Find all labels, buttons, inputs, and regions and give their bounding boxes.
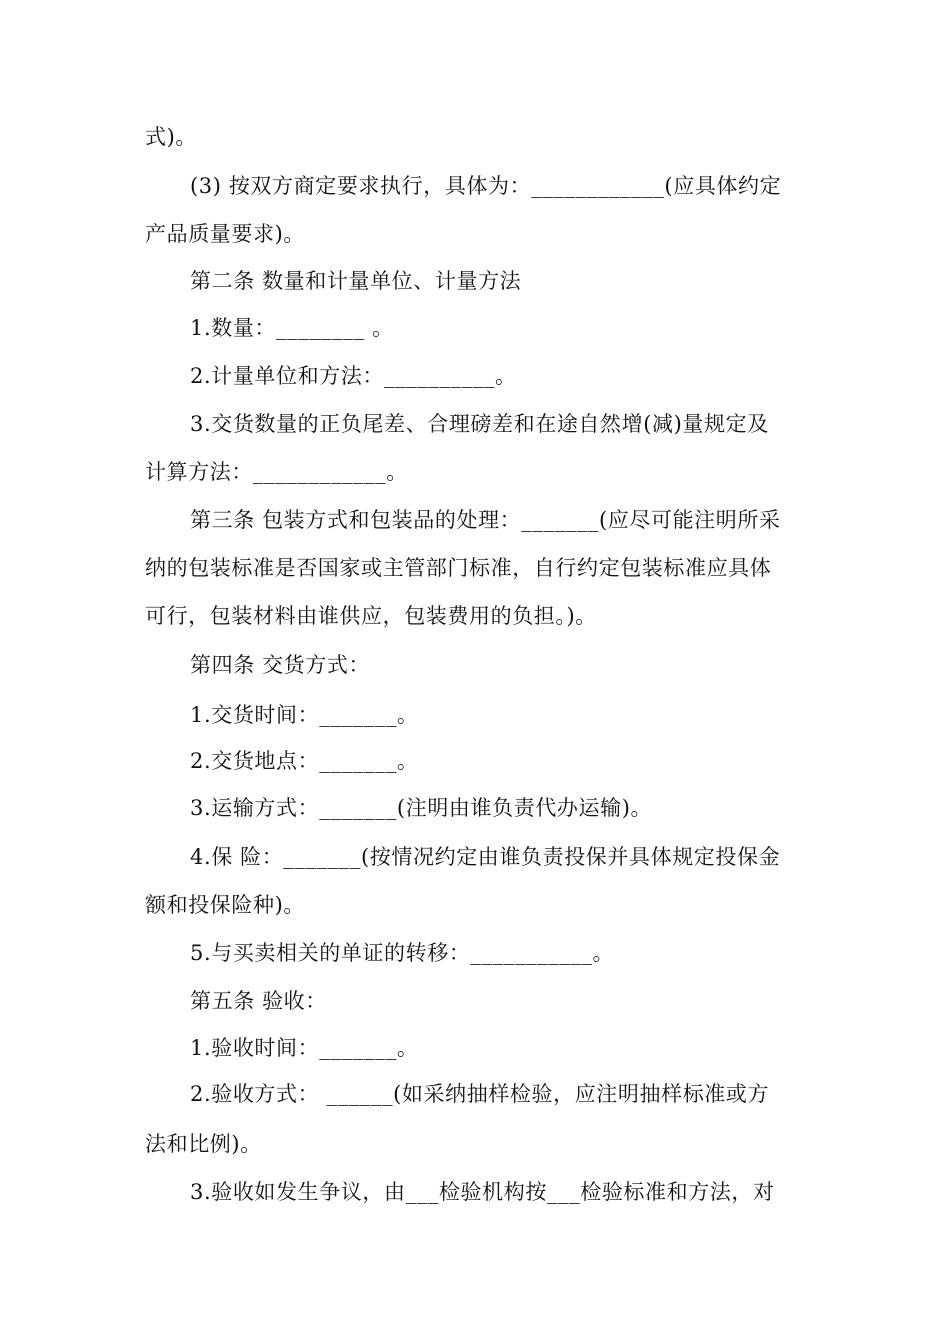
text-line: (3) 按双方商定要求执行，具体为：____________(应具体约定 [190,174,782,198]
text-line: 3.验收如发生争议，由___检验机构按___检验标准和方法，对 [190,1180,775,1204]
text-line: 可行，包装材料由谁供应，包装费用的负担。)。 [145,604,597,628]
text-line: 产品质量要求)。 [145,222,305,246]
section-heading: 第四条 交货方式： [190,653,371,677]
section-heading: 第二条 数量和计量单位、计量方法 [190,269,522,293]
text-line: 1.验收时间：_______。 [190,1036,419,1060]
section-heading: 第五条 验收： [190,989,327,1013]
text-line: 2.计量单位和方法：__________。 [190,364,517,388]
text-line: 2.验收方式： ______(如采纳抽样检验，应注明抽样标准或方 [190,1082,770,1106]
text-line: 式)。 [145,125,197,149]
text-line: 4.保 险：_______(按情况约定由谁负责投保并具体规定投保金 [190,845,781,869]
text-line: 法和比例)。 [145,1132,262,1156]
text-line: 额和投保险种)。 [145,893,305,917]
text-line: 1.数量：________ 。 [190,316,394,340]
text-line: 计算方法：____________。 [145,460,408,484]
text-line: 纳的包装标准是否国家或主管部门标准，自行约定包装标准应具体 [145,556,772,580]
text-line: 3.运输方式：_______(注明由谁负责代办运输)。 [190,796,653,820]
text-line: 1.交货时间：_______。 [190,703,419,727]
text-line: 5.与买卖相关的单证的转移：___________。 [190,941,615,965]
text-line: 2.交货地点：_______。 [190,749,419,773]
section-heading: 第三条 包装方式和包装品的处理：_______(应尽可能注明所采 [190,508,781,532]
text-line: 3.交货数量的正负尾差、合理磅差和在途自然增(减)量规定及 [190,412,769,436]
